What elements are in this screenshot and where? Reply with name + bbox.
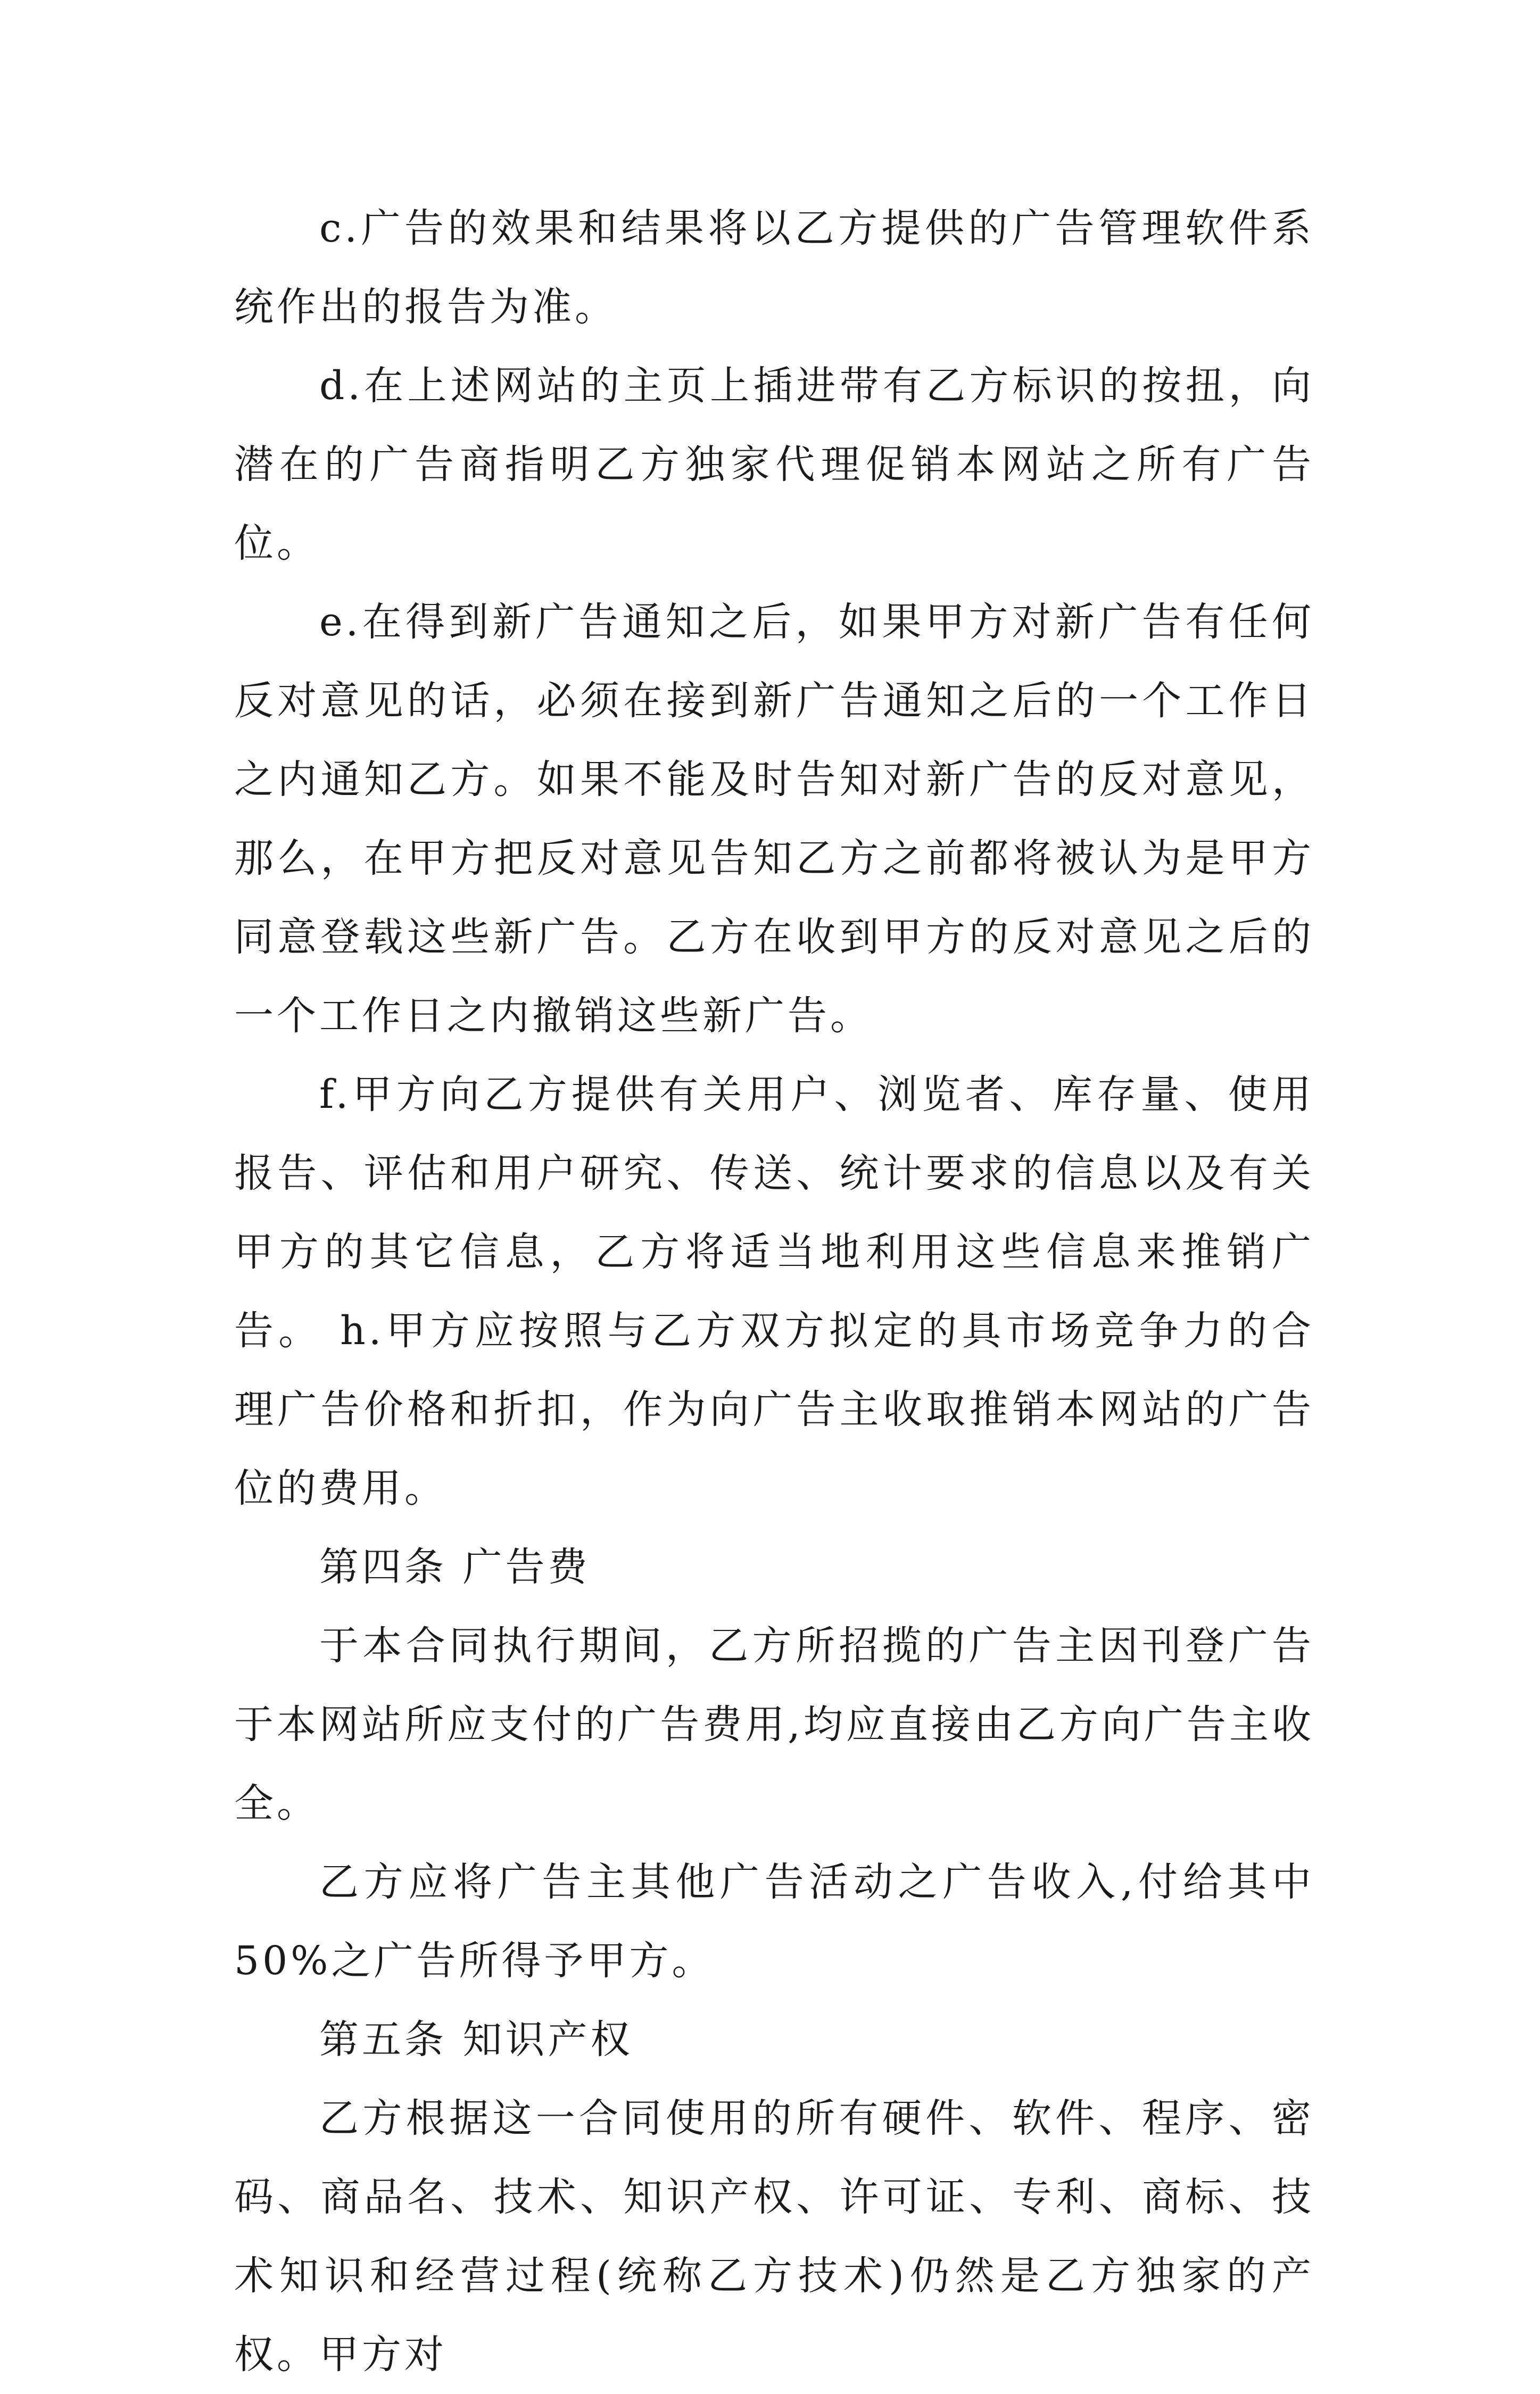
- clause-e-paragraph: e.在得到新广告通知之后，如果甲方对新广告有任何反对意见的话，必须在接到新广告通知之后的一个工作日之内通知乙方。如果不能及时告知对新广告的反对意见，那么，在甲方把反对意见告知乙方之前都将被认为是甲方同意登载这些新广告。乙方在收到甲方的反对意见之后的一个工作日之内撤销这些新广告。: [234, 599, 1314, 1039]
- article-4-heading: 第四条 广告费: [319, 1544, 591, 1590]
- clause-c-paragraph: c.广告的效果和结果将以乙方提供的广告管理软件系统作出的报告为准。: [234, 205, 1314, 330]
- article-4-paragraph-1: 于本合同执行期间，乙方所招揽的广告主因刊登广告于本网站所应支付的广告费用,均应直接由乙方向广告主收全。: [234, 1623, 1314, 1826]
- article-5-paragraph-1: 乙方根据这一合同使用的所有硬件、软件、程序、密码、商品名、技术、知识产权、许可证、专利、商标、技术知识和经营过程(统称乙方技术)仍然是乙方独家的产权。甲方对: [234, 2095, 1314, 2378]
- document-body: [234, 189, 1314, 2394]
- article-4-paragraph-2: 乙方应将广告主其他广告活动之广告收入,付给其中50%之广告所得予甲方。: [234, 1859, 1314, 1984]
- clause-d-paragraph: d.在上述网站的主页上插进带有乙方标识的按扭，向潜在的广告商指明乙方独家代理促销本网站之所有广告位。: [234, 363, 1314, 566]
- clause-f-h-paragraph: f.甲方向乙方提供有关用户、浏览者、库存量、使用报告、评估和用户研究、传送、统计要求的信息以及有关甲方的其它信息，乙方将适当地利用这些信息来推销广告。 h.甲方应按照与乙方双方拟定的具市场竞争力的合理广告价格和折扣，作为向广告主收取推销本网站的广告位的费用。: [234, 1072, 1314, 1511]
- article-5-heading: 第五条 知识产权: [319, 2017, 633, 2062]
